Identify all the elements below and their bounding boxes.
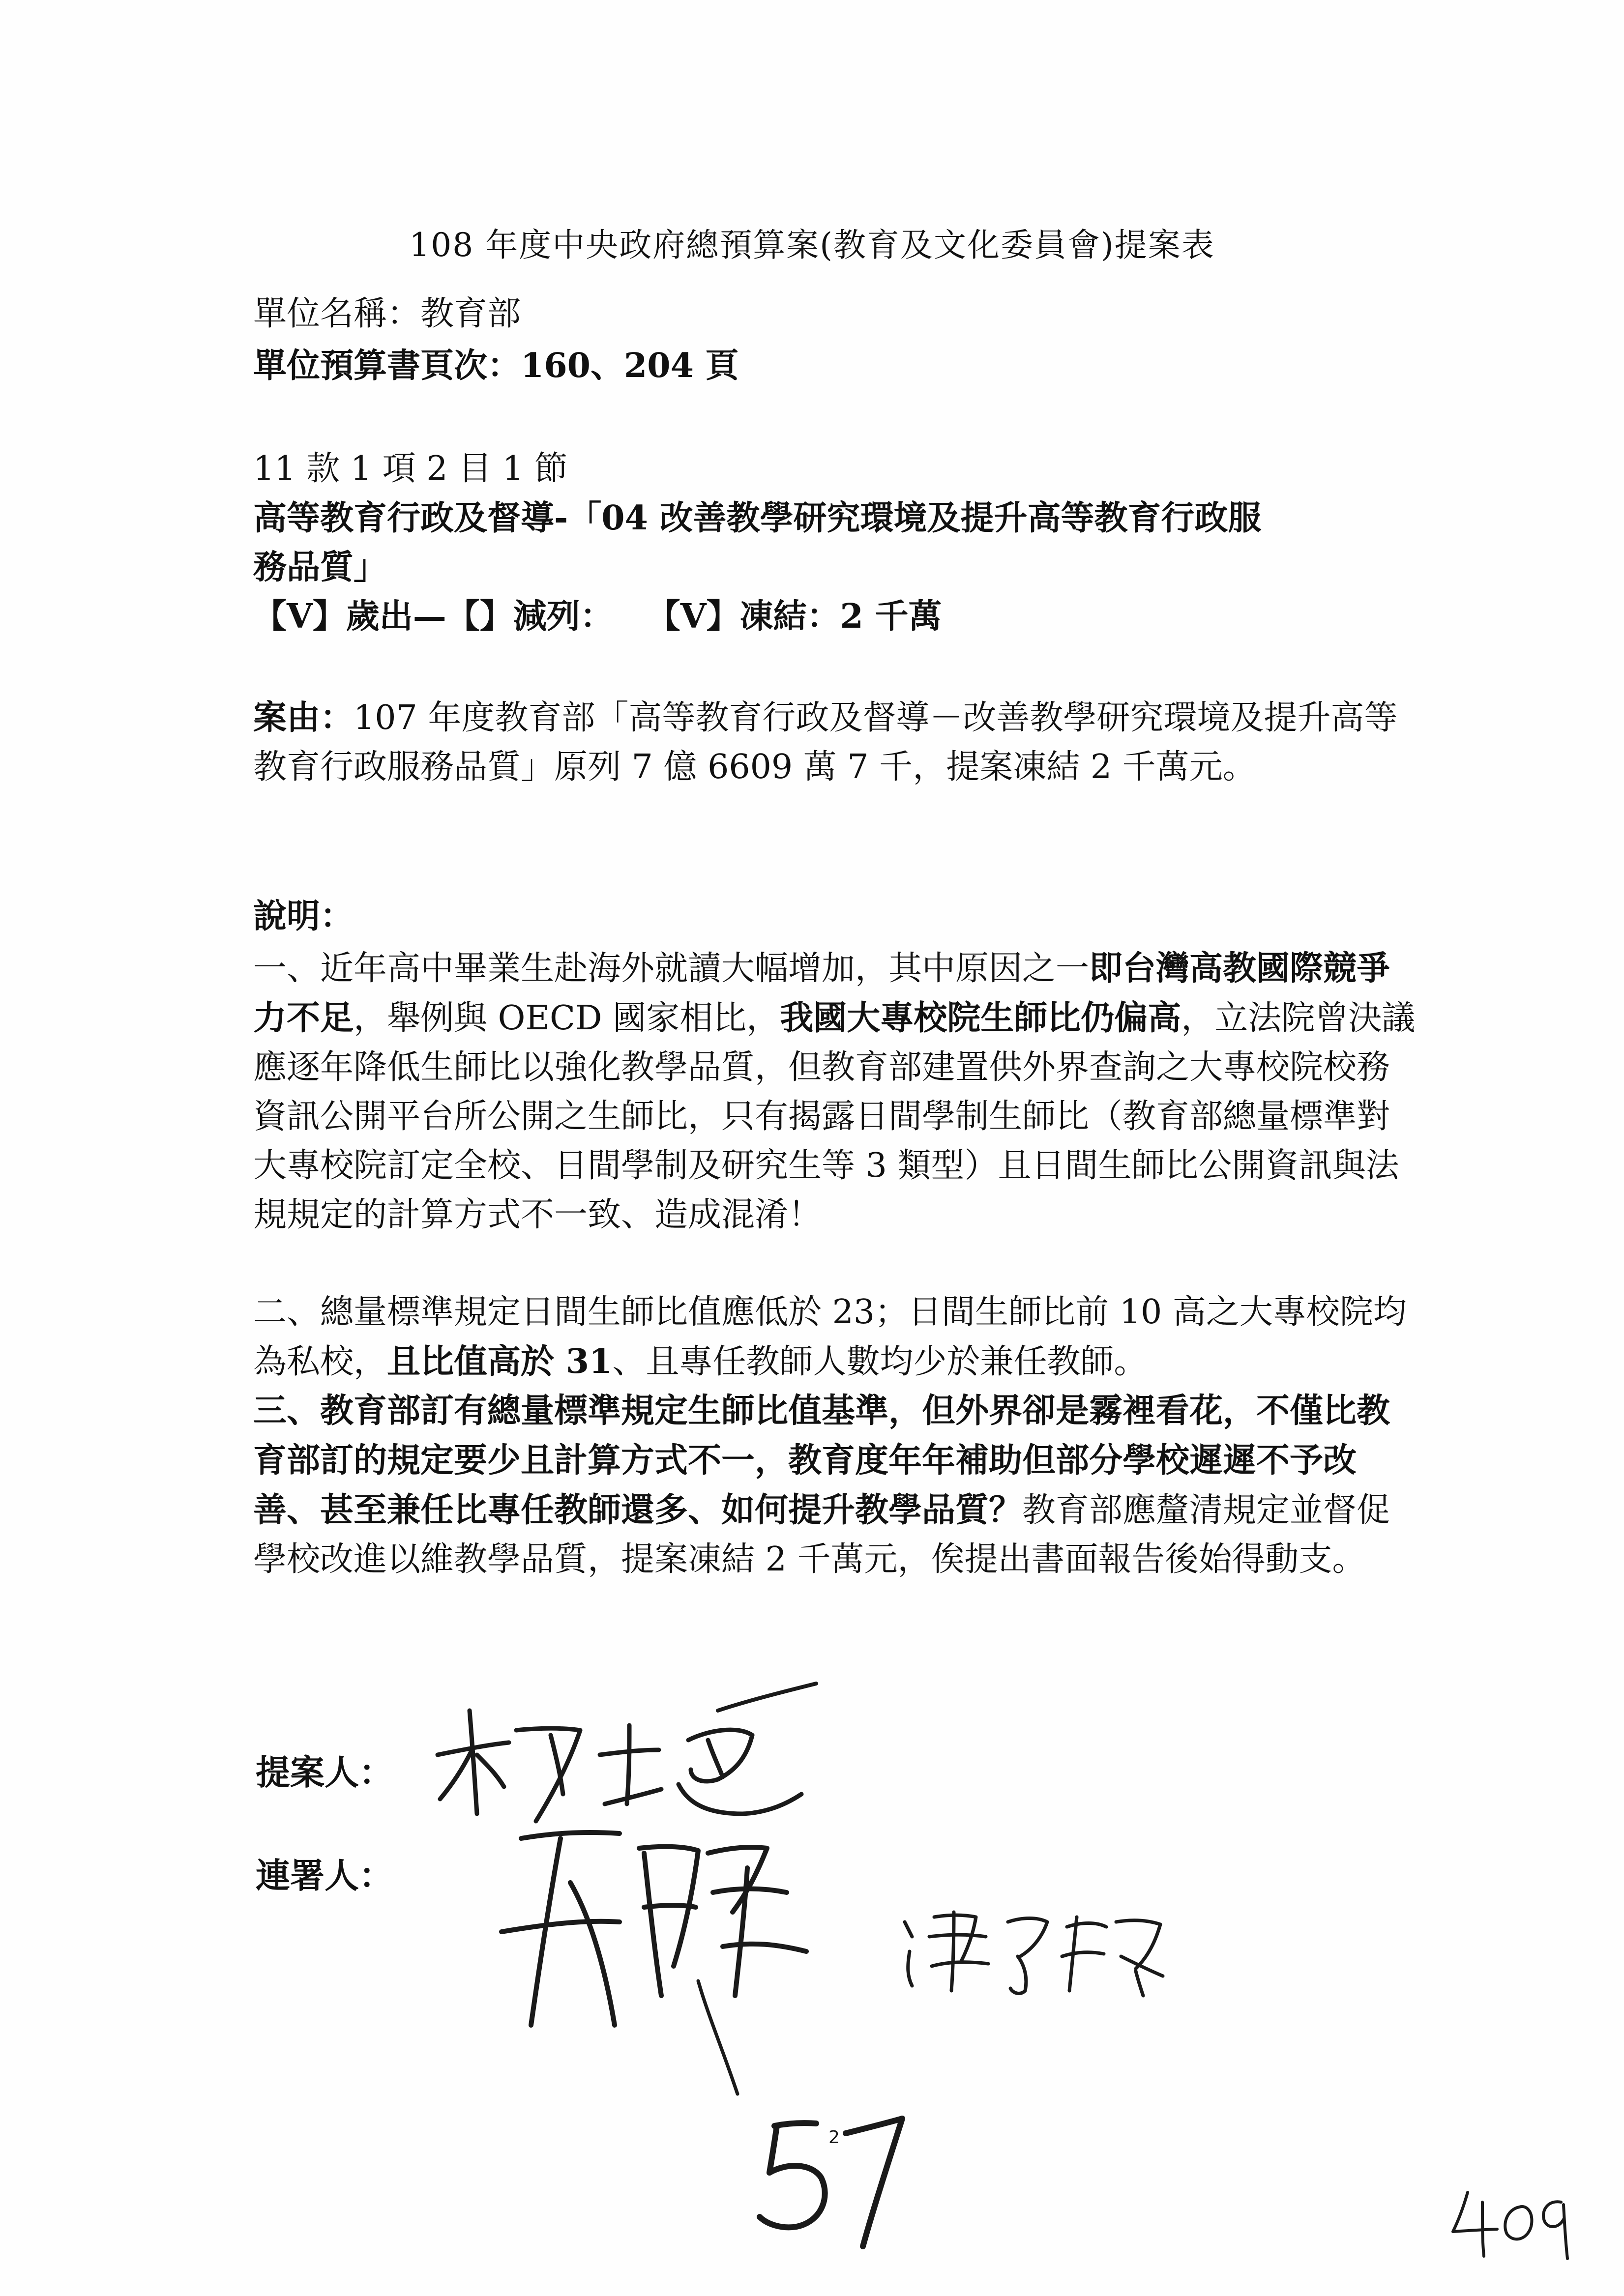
point-2-text-c: 、且專任教師人數均少於兼任教師。 (612, 1342, 1148, 1381)
program-title-line-2: 務品質」 (253, 548, 387, 587)
point-1-text-e: ，立法院曾決議應逐年降低生師比以強化教學品質，但教育部建置供外界查詢之大專校院校務資訊公開平台所公開之生師比，只有揭露日間學制生師比（教育部總量標準對大專校院訂定全校、日間學制及研究生等 3 類型）且日間生師比公開資訊與法規規定的計算方式不一致、造成混淆！ (253, 999, 1416, 1234)
point-1-text-a: 一、近年高中畢業生赴海外就讀大幅增加，其中原因之一 (253, 949, 1090, 988)
small-superscript: 2 (828, 2127, 840, 2148)
document-title: 108 年度中央政府總預算案(教育及文化委員會)提案表 (409, 226, 1215, 264)
proposer-signature (423, 1681, 826, 1829)
point-2 (253, 1288, 1418, 1387)
point-1-text-c: ，舉例與 OECD 國家相比， (354, 999, 780, 1038)
point-1 (253, 944, 1418, 1240)
corner-number (1446, 2182, 1583, 2261)
point-1-text-b: 即台灣高教國際競爭力不足 (253, 949, 1390, 1038)
handwritten-page-number (752, 2104, 915, 2251)
section-code: 11 款 1 項 2 目 1 節 (253, 449, 568, 488)
action-line: 【V】歲出—【】減列： 【V】凍結：2 千萬 (253, 597, 942, 636)
proposer-label: 提案人： (256, 1752, 393, 1793)
point-2-text-a: 二、總量標準規定日間生師比值應低於 23；日間生師比前 10 高之大專校院均為私校， (253, 1293, 1407, 1381)
point-3 (253, 1386, 1418, 1584)
point-3-text-b: 教育部應釐清規定並督促學校改進以維教學品質，提案凍結 2 千萬元，俟提出書面報告後始得動支。 (253, 1491, 1390, 1579)
case-paragraph (253, 693, 1418, 792)
explanation-heading: 說明： (253, 897, 354, 936)
case-text: 107 年度教育部「高等教育行政及督導－改善教學研究環境及提升高等教育行政服務品質」原列 7 億 6609 萬 7 千，提案凍結 2 千萬元。 (253, 698, 1398, 786)
case-label: 案由： (253, 698, 354, 737)
point-2-text-b: 且比值高於 31 (387, 1342, 613, 1381)
cosigner-1-signature (492, 1819, 836, 2114)
cosigner-2-signature (895, 1902, 1170, 2001)
cosigner-label: 連署人： (256, 1855, 393, 1896)
point-3-text-a: 三、教育部訂有總量標準規定生師比值基準，但外界卻是霧裡看花，不僅比教育部訂的規定要少且計算方式不一，教育度年年補助但部分學校遲遲不予改善、甚至兼任比專任教師還多、如何提升教學品質？ (253, 1391, 1390, 1530)
program-title-line-1: 高等教育行政及督導-「04 改善教學研究環境及提升高等教育行政服 (253, 498, 1262, 538)
point-1-text-d: 我國大專校院生師比仍偏高 (780, 998, 1181, 1038)
budget-pages: 單位預算書頁次：160、204 頁 (253, 346, 739, 385)
unit-name: 單位名稱：教育部 (253, 294, 521, 333)
